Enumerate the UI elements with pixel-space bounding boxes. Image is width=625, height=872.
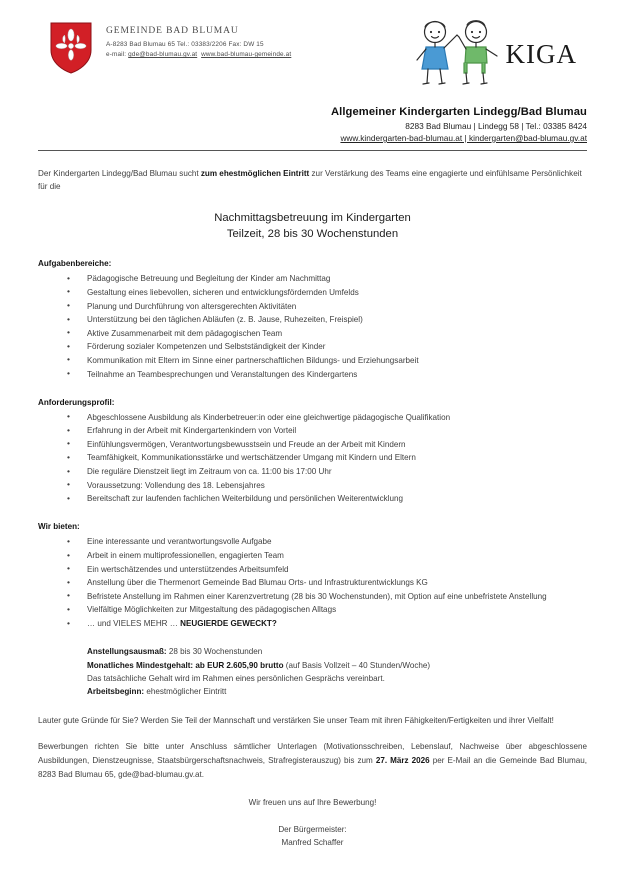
application-paragraph xyxy=(38,740,587,782)
motivation-paragraph: Lauter gute Gründe für Sie? Werden Sie Teil der Mannschaft und verstärken Sie unser Team mit ihren Fähigkeiten/Fertigkeiten und ihrer Vielfalt! xyxy=(38,715,554,725)
list-item: • Pädagogische Betreuung und Begleitung der Kinder am Nachmittag xyxy=(38,272,587,285)
list-item: • Vielfältige Möglichkeiten zur Mitgestaltung des pädagogischen Alltags xyxy=(38,603,587,616)
signature-role: Der Bürgermeister: xyxy=(278,825,347,835)
section-wir-bieten xyxy=(38,522,587,630)
section-heading: Aufgabenbereiche: xyxy=(38,259,112,269)
scope-label: Anstellungsausmaß: xyxy=(87,647,167,657)
salary-note: (auf Basis Vollzeit – 40 Stunden/Woche) xyxy=(283,660,431,670)
list-item: • Ein wertschätzendes und unterstützendes Arbeitsumfeld xyxy=(38,563,587,576)
list-item: • Unterstützung bei den täglichen Abläufen (z. B. Jause, Ruhezeiten, Freispiel) xyxy=(38,313,587,326)
kindergarten-address: 8283 Bad Blumau | Lindegg 58 | Tel.: 03385 8424 xyxy=(405,121,587,131)
section-anforderungsprofil xyxy=(38,398,587,506)
list-item: • Bereitschaft zur laufenden fachlichen Weiterbildung und persönlichen Weiterentwicklung xyxy=(38,492,587,505)
coat-of-arms-icon xyxy=(50,22,92,74)
application-deadline: 27. März 2026 xyxy=(375,756,430,766)
list-item: • Planung und Durchführung von altersgerechten Aktivitäten xyxy=(38,300,587,313)
task-list xyxy=(38,272,587,380)
municipality-address: A-8283 Bad Blumau 65 Tel.: 03383/2206 Fax: DW 15 xyxy=(106,41,264,48)
employment-terms xyxy=(38,645,587,699)
start-label: Arbeitsbeginn: xyxy=(87,687,145,697)
list-item: • Einfühlungsvermögen, Verantwortungsbewusstsein und Freude an der Arbeit mit Kindern xyxy=(38,438,587,451)
children-illustration-icon xyxy=(414,16,500,88)
job-title-block xyxy=(38,210,587,242)
salary-row xyxy=(87,659,587,672)
salary-label: Monatliches Mindestgehalt: ab EUR 2.605,90 brutto xyxy=(87,660,284,670)
list-item: • Voraussetzung: Vollendung des 18. Lebensjahres xyxy=(38,479,587,492)
section-heading: Anforderungsprofil: xyxy=(38,397,115,407)
start-value: ehestmöglicher Eintritt xyxy=(144,687,227,697)
list-item: • Die reguläre Dienstzeit liegt im Zeitraum von ca. 11:00 bis 17:00 Uhr xyxy=(38,465,587,478)
list-item: • Teilnahme an Teambesprechungen und Veranstaltungen des Kindergartens xyxy=(38,368,587,381)
kindergarten-name: Allgemeiner Kindergarten Lindegg/Bad Blumau xyxy=(330,106,587,118)
email-label: e-mail: xyxy=(106,51,129,58)
municipality-email[interactable]: gde@bad-blumau.gv.at xyxy=(128,51,198,58)
list-item: • Anstellung über die Thermenort Gemeinde Bad Blumau Orts- und Infrastrukturentwicklungs KG xyxy=(38,576,587,589)
scope-value: 28 bis 30 Wochenstunden xyxy=(166,647,263,657)
list-item: • Aktive Zusammenarbeit mit dem pädagogischen Team xyxy=(38,327,587,340)
list-item: • Abgeschlossene Ausbildung als Kinderbetreuer:in oder eine gleichwertige pädagogische Qualifikation xyxy=(38,411,587,424)
signature-name: Manfred Schaffer xyxy=(281,837,344,847)
section-heading: Wir bieten: xyxy=(38,522,80,532)
thanks-line: Wir freuen uns auf Ihre Bewerbung! xyxy=(248,798,377,808)
list-item: • Gestaltung eines liebevollen, sicheren und entwicklungsfördernden Umfelds xyxy=(38,286,587,299)
job-title-line-2: Teilzeit, 28 bis 30 Wochenstunden xyxy=(226,228,399,241)
list-item: • Erfahrung in der Arbeit mit Kindergartenkindern von Vorteil xyxy=(38,424,587,437)
list-item-highlight xyxy=(38,617,587,630)
benefits-list xyxy=(38,535,587,630)
scope-row xyxy=(87,645,587,658)
intro-text-2: zur Verstärkung des Teams eine engagierte und einfühlsame Persönlichkeit für die xyxy=(38,169,582,192)
header-divider xyxy=(38,150,587,151)
intro-paragraph xyxy=(38,167,587,193)
start-row xyxy=(87,685,587,698)
apply-text-1: Bewerbungen richten Sie bitte unter Anschluss sämtlicher Unterlagen (Motivationsschreiben, Lebenslauf, Nachweise über abgeschlossene Ausbildungen, Dienstzeugnisse, Staatsbürgerschaftsnachweis, Strafregisterauszug) bis zum xyxy=(38,742,587,766)
municipality-website[interactable]: www.bad-blumau-gemeinde.at xyxy=(201,51,292,58)
municipality-contact xyxy=(106,51,414,58)
list-item: • Arbeit in einem multiprofessionellen, engagierten Team xyxy=(38,549,587,562)
list-item: • Kommunikation mit Eltern im Sinne einer partnerschaftlichen Bildungs- und Erziehungsarbeit xyxy=(38,354,587,367)
kindergarten-header xyxy=(38,106,587,143)
signature-block xyxy=(38,824,587,850)
more-text: … und VIELES MEHR … xyxy=(87,619,181,629)
apply-text-2: per E-Mail an die Gemeinde Bad Blumau, 8283 Bad Blumau 65, gde@bad-blumau.gv.at. xyxy=(38,756,587,780)
curiosity-call: NEUGIERDE GEWECKT? xyxy=(180,619,277,629)
kindergarten-links[interactable]: www.kindergarten-bad-blumau.at | kindergarten@bad-blumau.gv.at xyxy=(340,133,587,143)
section-aufgabenbereiche xyxy=(38,259,587,380)
kiga-wordmark: KIGA xyxy=(505,38,577,69)
list-item: • Teamfähigkeit, Kommunikationsstärke und wertschätzender Umgang mit Kindern und Eltern xyxy=(38,451,587,464)
kiga-logo xyxy=(414,16,578,88)
requirements-list xyxy=(38,411,587,506)
letterhead xyxy=(38,0,587,98)
intro-emphasis: zum ehestmöglichen Eintritt xyxy=(200,169,310,178)
job-title-line-1: Nachmittagsbetreuung im Kindergarten xyxy=(214,212,411,225)
list-item: • Befristete Anstellung im Rahmen einer Karenzvertretung (28 bis 30 Wochenstunden), mit Option auf eine unbefristete Anstellung xyxy=(38,590,587,603)
municipality-name: GEMEINDE BAD BLUMAU xyxy=(106,26,239,36)
municipality-block xyxy=(106,20,414,58)
intro-text-1: Der Kindergarten Lindegg/Bad Blumau sucht xyxy=(38,169,201,178)
salary-detail: Das tatsächliche Gehalt wird im Rahmen eines persönlichen Gesprächs vereinbart. xyxy=(87,674,385,684)
list-item: • Förderung sozialer Kompetenzen und Selbstständigkeit der Kinder xyxy=(38,340,587,353)
list-item: • Eine interessante und verantwortungsvolle Aufgabe xyxy=(38,535,587,548)
